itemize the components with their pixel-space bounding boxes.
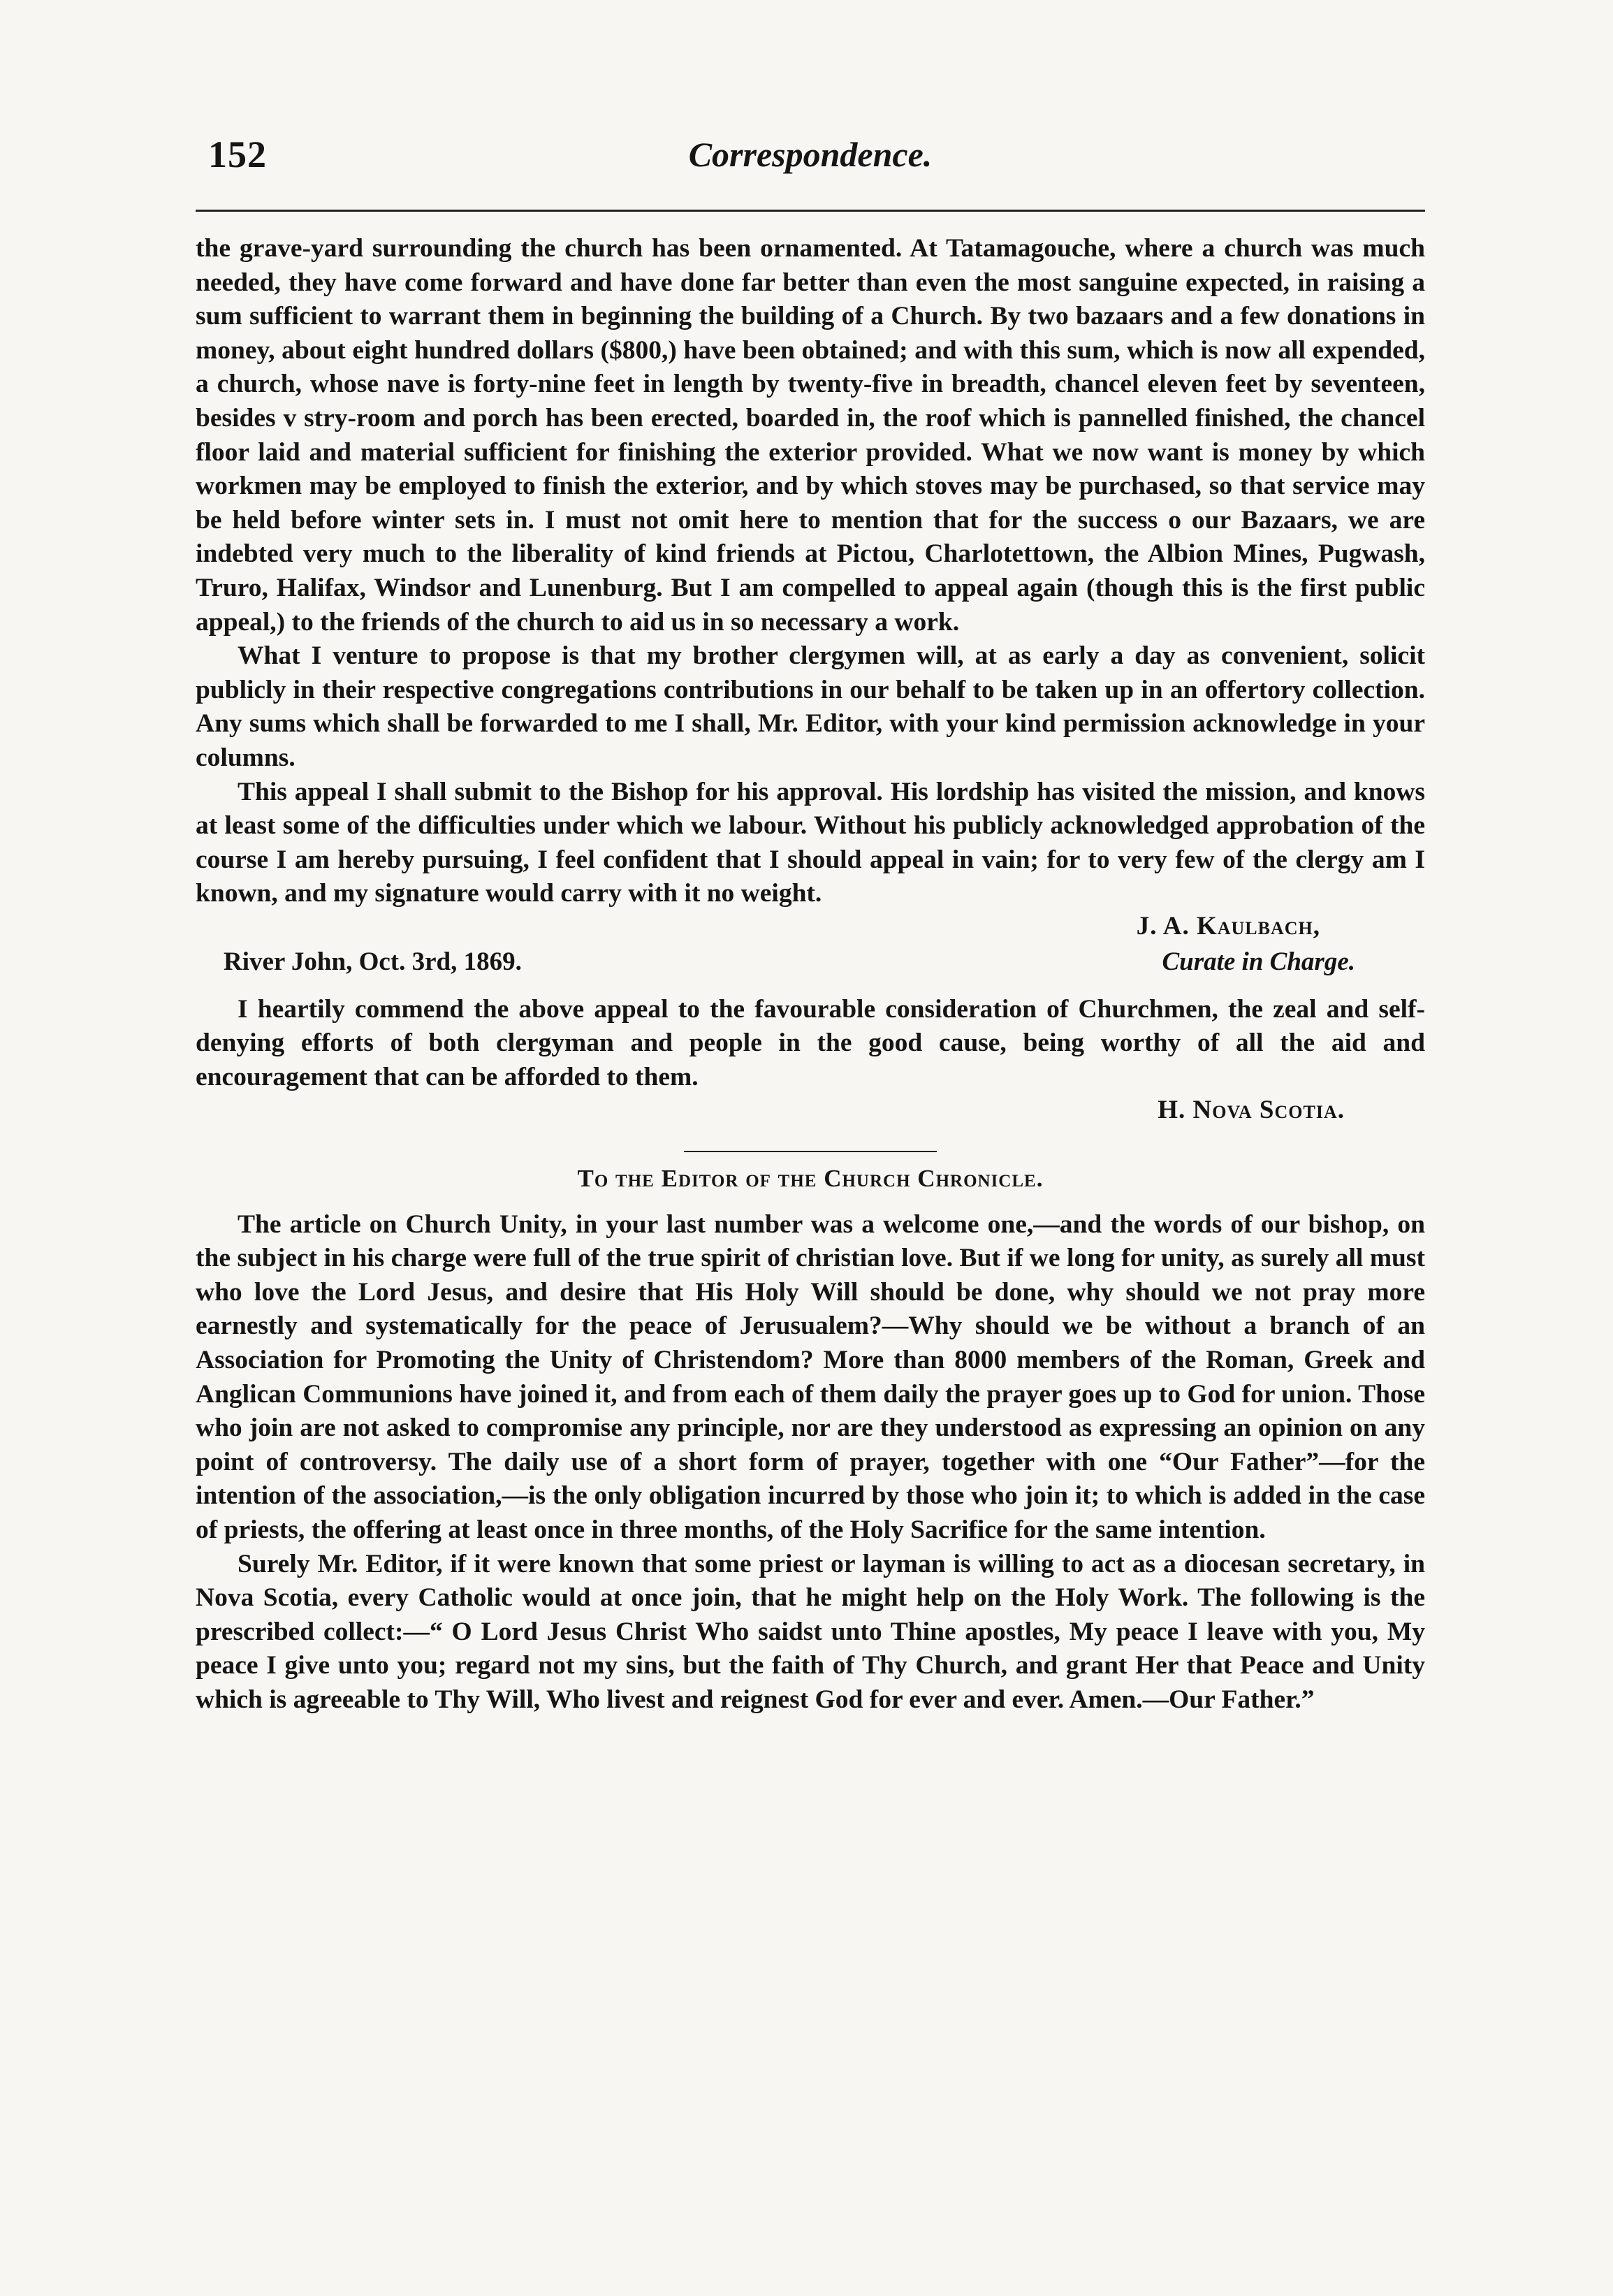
letter1-signature-block xyxy=(196,911,1425,983)
letter1-signature: J. A. Kaulbach, xyxy=(1136,911,1320,940)
letter1-place-date: River John, Oct. 3rd, 1869. xyxy=(224,947,522,976)
section-divider xyxy=(684,1151,937,1152)
letter2-paragraph: The article on Church Unity, in your last number was a welcome one,—and the words of our bishop, on the subject in his charge were full of the true spirit of christian love. But if we long for unity, as surely all must who love the Lord Jesus, and desire that His Holy Will should be done, why should we not pray more earnestly and systematically for the peace of Jerusualem?—Why should we be without a branch of an Association for Promoting the Unity of Christendom? More than 8000 members of the Roman, Greek and Anglican Communions have joined it, and from each of them daily the prayer goes up to God for union. Those who join are not asked to compromise any principle, nor are they understood as expressing an opinion on any point of controversy. The daily use of a short form of prayer, together with one “Our Father”—for the intention of the association,—is the only obligation incurred by those who join it; to which is added in the case of priests, the offering at least once in three months, of the Holy Sacrifice for the same intention. xyxy=(196,1209,1425,1544)
letter1-paragraph: the grave-yard surrounding the church has been ornamented. At Tatamagouche, where a church was much needed, they have come forward and have done far better than even the most sanguine expected, in raising a sum sufficient to warrant them in beginning the building of a Church. By two bazaars and a few donations in money, about eight hundred dollars ($800,) have been obtained; and with this sum, which is now all expended, a church, whose nave is forty-nine feet in length by twenty-five in breadth, chancel eleven feet by seventeen, besides v stry-room and porch has been erected, boarded in, the roof which is pannelled finished, the chancel floor laid and material sufficient for finishing the exterior provided. What we now want is money by which workmen may be employed to finish the exterior, and by which stoves may be purchased, so that service may be held before winter sets in. I must not omit here to mention that for the success o our Bazaars, we are indebted very much to the liberality of kind friends at Pictou, Charlotettown, the Albion Mines, Pugwash, Truro, Halifax, Windsor and Lunenburg. But I am compelled to appeal again (though this is the first public appeal,) to the friends of the church to aid us in so necessary a work. xyxy=(196,234,1425,637)
page-number: 152 xyxy=(208,133,267,175)
header-rule xyxy=(196,210,1425,212)
document-page xyxy=(196,98,1425,1714)
running-head: Correspondence. xyxy=(688,135,933,174)
article-body xyxy=(196,232,1425,1717)
endorsement-signature: H. Nova Scotia. xyxy=(1158,1095,1345,1124)
letter2-paragraph: Surely Mr. Editor, if it were known that some priest or layman is willing to act as a diocesan secretary, in Nova Scotia, every Catholic would at once join, that he might help on the Holy Work. The following is the prescribed collect:—“ O Lord Jesus Christ Who saidst unto Thine apostles, My peace I leave with you, My peace I give unto you; regard not my sins, but the faith of Thy Church, and grant Her that Peace and Unity which is agreeable to Thy Will, Who livest and reignest God for ever and ever. Amen.—Our Father.” xyxy=(196,1549,1425,1714)
page-header xyxy=(196,98,1425,189)
letter1-paragraph: This appeal I shall submit to the Bishop for his approval. His lordship has visited the mission, and knows at least some of the difficulties under which we labour. Without his publicly acknowledged approbation of the course I am hereby pursuing, I feel confident that I should appeal in vain; for to very few of the clergy am I known, and my signature would carry with it no weight. xyxy=(196,777,1425,908)
letter1-paragraph: What I venture to propose is that my brother clergymen will, at as early a day as convenient, solicit publicly in their respective congregations contributions in our behalf to be taken up in an offertory collection. Any sums which shall be forwarded to me I shall, Mr. Editor, with your kind permission acknowledge in your columns. xyxy=(196,641,1425,772)
letter2-heading: To the Editor of the Church Chronicle. xyxy=(577,1164,1044,1192)
endorsement-text: I heartily commend the above appeal to the favourable consideration of Churchmen, the zeal and self-denying efforts of both clergyman and people in the good cause, being worthy of all the aid and encouragement that can be afforded to them. xyxy=(196,994,1425,1092)
letter1-role: Curate in Charge. xyxy=(1162,947,1355,976)
endorsement-signature-block xyxy=(196,1095,1425,1131)
